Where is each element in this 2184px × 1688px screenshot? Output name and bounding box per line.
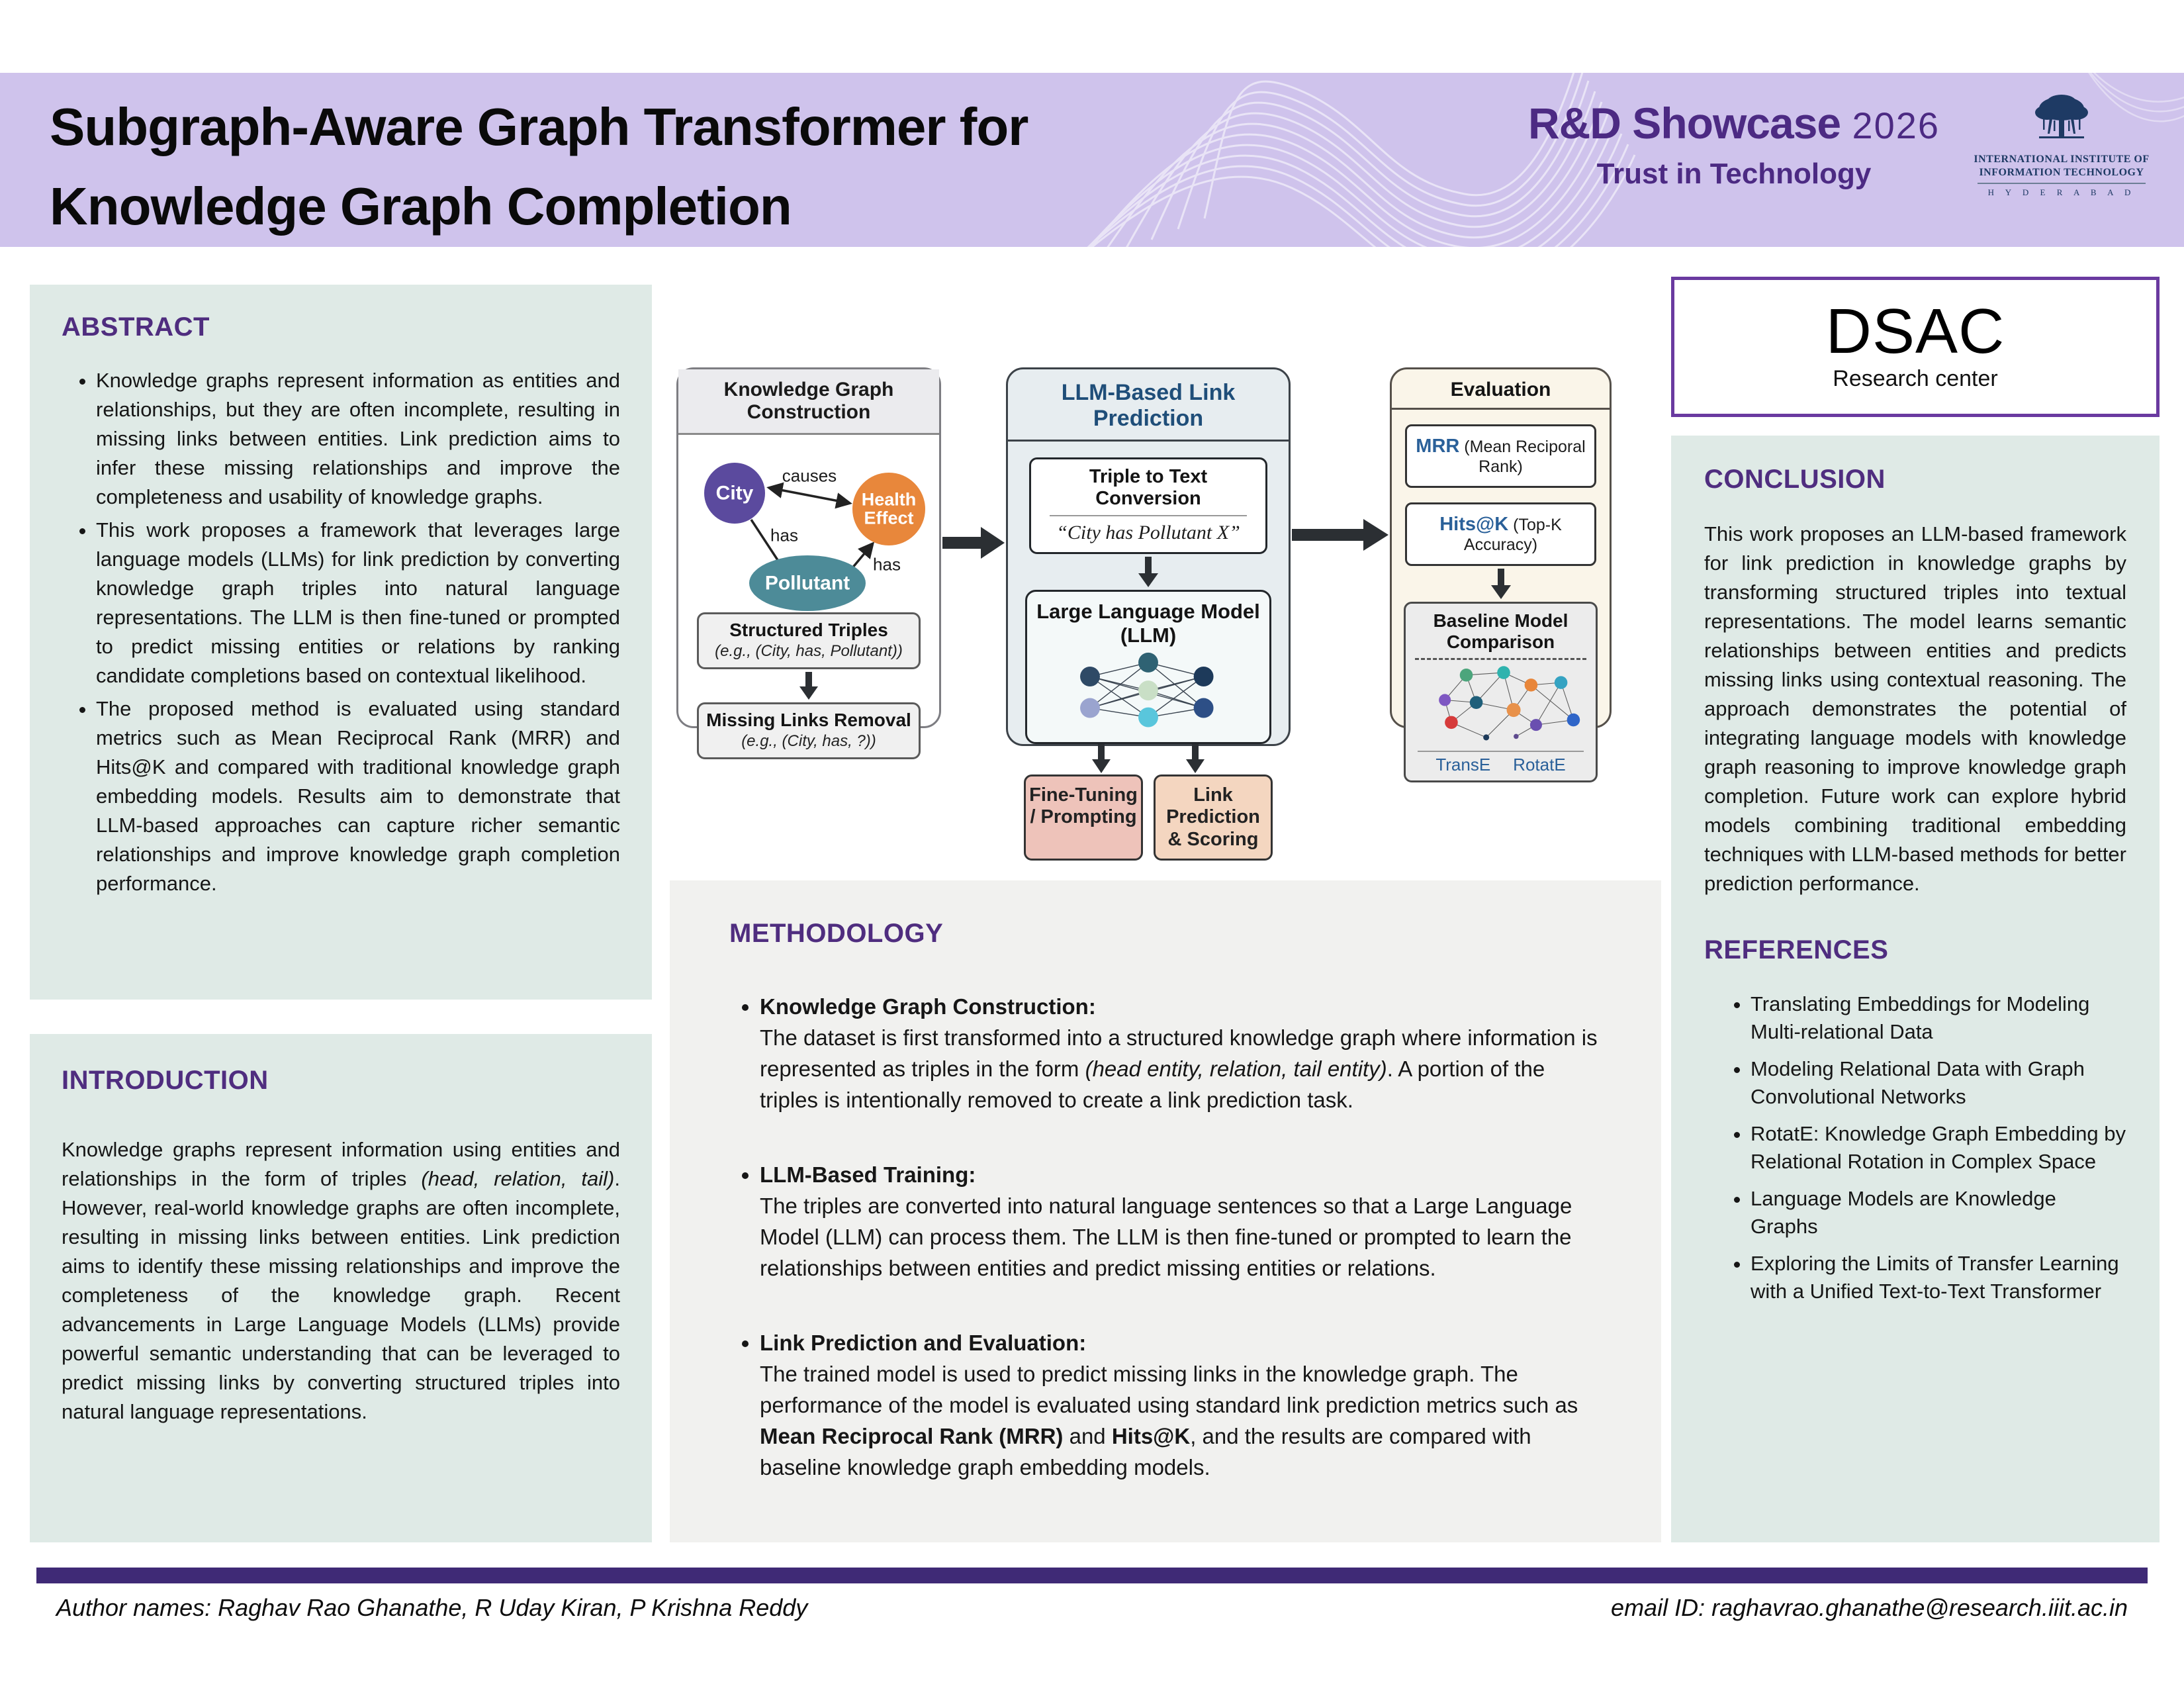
references-heading: REFERENCES: [1704, 935, 1889, 964]
abstract-bullet: • Knowledge graphs represent information as entities and relationships, but they are often incomplete, resulting in missing links between entities. Link prediction aims to infer these missing relationships and improve the completeness and usability of knowledge graphs.: [96, 366, 620, 512]
dashed-divider: [1415, 658, 1586, 660]
llm-box-title: Large Language Model (LLM): [1036, 600, 1260, 647]
triple-to-text-example: “City has Pollutant X”: [1056, 522, 1240, 543]
reference-item: • Modeling Relational Data with Graph Convolutional Networks: [1751, 1055, 2126, 1111]
contact-email: email ID: raghavrao.ghanathe@research.iiit.ac.in: [1611, 1594, 2128, 1621]
introduction-body: [62, 1135, 620, 1427]
methodology-item-body: The triples are converted into natural language sentences so that a Large Language Model (LLM) can process them. The LLM is then fine-tuned or prompted to learn the relationships between entities and predict missing entities or relations.: [760, 1194, 1572, 1280]
baseline-model-labels: [1418, 751, 1584, 775]
methodology-heading: METHODOLOGY: [729, 919, 944, 948]
methodology-item: [760, 991, 1602, 1115]
introduction-body-post: . However, real-world knowledge graphs are often incomplete, resulting in missing links between entities. Link prediction aims to identify these missing relationships and improve the completeness of the knowledge graph. Recent advancements in Large Language Models (LLMs) provide powerful semantic understanding that can be leveraged to predict missing links by converting structured triples into natural language representations.: [62, 1167, 620, 1423]
introduction-body-italic: (head, relation, tail): [421, 1167, 615, 1190]
conclusion-body: This work proposes an LLM-based framework for link prediction in knowledge graphs by transforming structured triples into textual representations. The model learns semantic relationships between entities and predicts missing links using contextual reasoning. The approach demonstrates the potential of integrating language models with knowledge graph reasoning to improve knowledge graph completion. Future work can explore hybrid models combining traditional embedding techniques with LLM-based methods for better prediction performance.: [1704, 522, 2126, 895]
introduction-panel: [30, 1034, 652, 1542]
structured-triples-example: (e.g., (City, has, Pollutant)): [715, 642, 903, 660]
triple-to-text-box: [1029, 457, 1267, 554]
pollutant-node: Pollutant: [764, 572, 850, 594]
poster-title-line2: Knowledge Graph Completion: [50, 177, 792, 236]
link-prediction-box: Link Prediction & Scoring: [1154, 774, 1273, 861]
author-names: Author names: Raghav Rao Ghanathe, R Uday Kiran, P Krishna Reddy: [56, 1594, 808, 1621]
institute-divider: [1978, 183, 2146, 184]
methodology-item3-pre: The trained model is used to predict missing links in the knowledge graph. The performance of the model is evaluated using standard link prediction metrics such as: [760, 1362, 1578, 1417]
structured-triples-box: [697, 612, 921, 669]
institute-city: H Y D E R A B A D: [1987, 187, 2136, 197]
event-name: [1502, 98, 1966, 148]
hits-desc: (Top-K Accuracy): [1463, 516, 1562, 554]
evaluation-panel-title: Evaluation: [1392, 369, 1610, 410]
llm-output-boxes: [1024, 774, 1273, 861]
abstract-heading: ABSTRACT: [62, 312, 210, 342]
dsac-name: DSAC: [1825, 296, 2005, 367]
abstract-bullet-list: [62, 366, 620, 898]
flow-arrow-right-icon: [942, 523, 1006, 563]
baseline-comparison-title: Baseline Model Comparison: [1433, 610, 1569, 653]
arrow-down-icon: [1489, 569, 1513, 599]
kg-graph: [678, 435, 943, 612]
arrow-down-icon: [1136, 557, 1160, 587]
references-list: [1704, 990, 2126, 1305]
hits-abbr: Hits@K: [1439, 514, 1509, 535]
abstract-panel: [30, 285, 652, 1000]
mrr-abbr: MRR: [1416, 436, 1460, 457]
methodology-item-title: • LLM-Based Training:: [760, 1162, 976, 1187]
abstract-bullet: • This work proposes a framework that leverages large language models (LLMs) for link prediction by converting knowledge graph triples into natural language representations. The LLM is then fine-tuned or prompted to predict missing entities or relations by ranking candidate completions based on contextual likelihood.: [96, 516, 620, 690]
graph-network-icon: [1411, 663, 1596, 747]
footer: [56, 1594, 2128, 1622]
has-edge-label-left: has: [770, 525, 798, 545]
reference-item: • Exploring the Limits of Transfer Learning with a Unified Text-to-Text Transformer: [1751, 1250, 2126, 1305]
methodology-item3-hits: Hits@K: [1111, 1424, 1191, 1448]
methodology-item: [760, 1327, 1602, 1483]
reference-item: • RotatE: Knowledge Graph Embedding by Relational Rotation in Complex Space: [1751, 1120, 2126, 1176]
methodology-item-body: [760, 1022, 1602, 1115]
methodology-item: [760, 1159, 1602, 1284]
reference-item: • Language Models are Knowledge Graphs: [1751, 1185, 2126, 1241]
methodology-item-title: • Knowledge Graph Construction:: [760, 994, 1096, 1019]
missing-links-title: Missing Links Removal: [706, 710, 911, 730]
city-node: City: [715, 482, 754, 504]
conclusion-references-panel: [1671, 436, 2160, 1542]
neural-network-icon: [1062, 647, 1234, 735]
causes-edge-label: causes: [782, 465, 837, 486]
institute-name-line1: INTERNATIONAL INSTITUTE OF: [1974, 154, 2150, 165]
llm-output-arrows: [1008, 744, 1289, 773]
banyan-tree-icon: [2030, 91, 2093, 147]
methodology-item1-pre: The dataset is first transformed into a structured knowledge graph where information is represented as triples in the form: [760, 1025, 1598, 1081]
baseline-comparison-box: [1404, 602, 1598, 782]
methodology-list: [729, 991, 1602, 1483]
methodology-item-title: • Link Prediction and Evaluation:: [760, 1331, 1087, 1355]
arrow-down-icon: [797, 672, 820, 700]
methodology-panel: [670, 880, 1661, 1542]
mrr-desc: (Mean Reciporal Rank): [1459, 438, 1586, 476]
event-name-text: R&D Showcase: [1527, 99, 1841, 148]
has-edge-label-right: has: [873, 554, 901, 575]
transe-label: TransE: [1435, 755, 1491, 775]
missing-links-box: [697, 702, 921, 759]
missing-links-example: (e.g., (City, has, ?)): [741, 732, 876, 750]
methodology-item3-mid: and: [1063, 1424, 1112, 1448]
institute-logo: [1972, 91, 2151, 198]
institute-name: [1972, 153, 2151, 179]
poster-title: [50, 87, 1028, 246]
event-tagline: Trust in Technology: [1596, 158, 1872, 190]
fine-tuning-box: Fine-Tuning / Prompting: [1024, 774, 1143, 861]
flow-arrow-right-icon: [1292, 515, 1390, 555]
arrow-down-icon: [1184, 744, 1206, 773]
llm-panel-title: LLM-Based Link Prediction: [1008, 369, 1289, 442]
dsac-research-center-box: [1671, 277, 2160, 417]
llm-link-prediction-panel: [1006, 367, 1291, 850]
event-year: 2026: [1852, 105, 1940, 146]
methodology-item-body: [760, 1358, 1602, 1483]
footer-divider-bar: [36, 1568, 2148, 1583]
kg-construction-panel: [676, 367, 941, 750]
health-effect-node: Health Effect: [861, 489, 917, 528]
methodology-item3-mrr: Mean Reciprocal Rank (MRR): [760, 1424, 1064, 1448]
dsac-subtitle: Research center: [1833, 366, 1998, 391]
llm-box: [1025, 590, 1271, 744]
methodology-item1-post: . A portion of the triples is intentionally removed to create a link prediction task.: [760, 1056, 1545, 1112]
rotate-label: RotatE: [1513, 755, 1566, 775]
header-band: [0, 73, 2184, 247]
kg-panel-title: Knowledge Graph Construction: [678, 369, 939, 435]
event-logo: [1502, 98, 1966, 191]
evaluation-panel: [1390, 367, 1612, 775]
hits-metric-box: [1405, 502, 1596, 566]
structured-triples-title: Structured Triples: [729, 620, 888, 640]
institute-name-line2: INFORMATION TECHNOLOGY: [1979, 167, 2144, 178]
triple-to-text-title: Triple to Text Conversion: [1089, 466, 1208, 509]
mrr-metric-box: [1405, 424, 1596, 488]
poster-title-line1: Subgraph-Aware Graph Transformer for: [50, 97, 1028, 156]
arrow-down-icon: [1090, 744, 1113, 773]
conclusion-heading: CONCLUSION: [1704, 465, 1886, 494]
triple-to-text-divider: [1050, 515, 1247, 516]
methodology-item3-post: , and the results are compared with baseline knowledge graph embedding models.: [760, 1424, 1531, 1479]
introduction-body-pre: Knowledge graphs represent information using entities and relationships in the form of triples: [62, 1138, 620, 1190]
methodology-item1-italic: (head entity, relation, tail entity): [1085, 1056, 1387, 1081]
introduction-heading: INTRODUCTION: [62, 1066, 269, 1095]
abstract-bullet: • The proposed method is evaluated using standard metrics such as Mean Reciprocal Rank (MRR) and Hits@K and compared with traditional knowledge graph embedding models. Results aim to demonstrate that LLM-based approaches can capture richer semantic relationships and improve knowledge graph completion performance.: [96, 694, 620, 898]
reference-item: • Translating Embeddings for Modeling Multi-relational Data: [1751, 990, 2126, 1046]
